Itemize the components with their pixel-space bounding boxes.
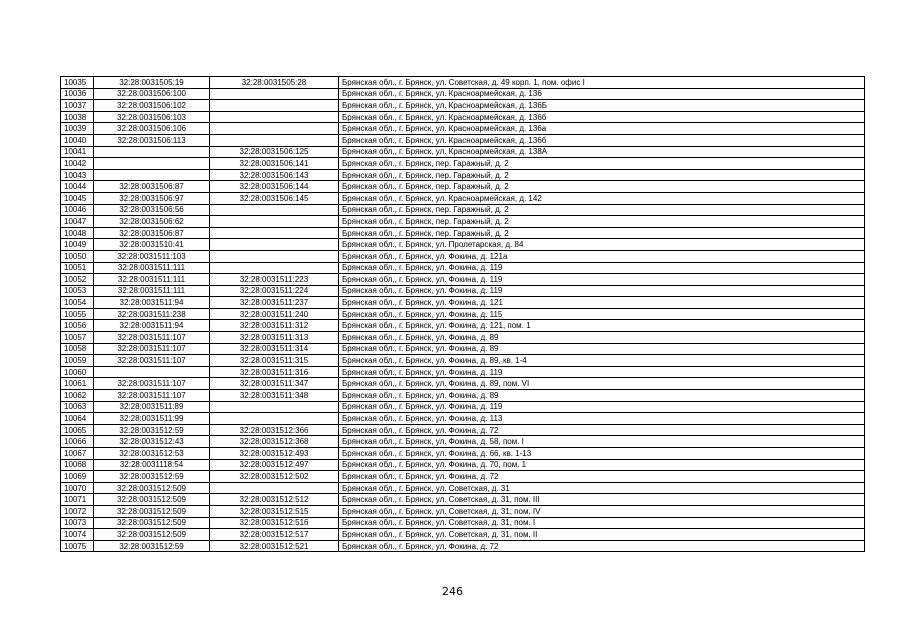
building-cadastral-number-cell [210, 227, 339, 239]
row-number-cell: 10053 [61, 285, 94, 297]
building-cadastral-number-cell: 32:28:0031506:125 [210, 146, 339, 158]
building-cadastral-number-cell [210, 239, 339, 251]
land-cadastral-number-cell: 32:28:0031511:94 [94, 297, 210, 309]
address-cell: Брянская обл., г. Брянск, ул. Фокина, д. 89 [339, 343, 865, 355]
table-row [61, 227, 865, 239]
building-cadastral-number-cell: 32:28:0031512:493 [210, 448, 339, 460]
address-cell: Брянская обл., г. Брянск, ул. Фокина, д. 72 [339, 424, 865, 436]
row-number-cell: 10055 [61, 308, 94, 320]
row-number-cell: 10043 [61, 169, 94, 181]
table-row [61, 192, 865, 204]
table-row [61, 436, 865, 448]
table-row [61, 274, 865, 286]
building-cadastral-number-cell: 32:28:0031512:516 [210, 517, 339, 529]
building-cadastral-number-cell: 32:28:0031511:347 [210, 378, 339, 390]
address-cell: Брянская обл., г. Брянск, ул. Фокина, д. 72 [339, 471, 865, 483]
land-cadastral-number-cell: 32:28:0031512:509 [94, 505, 210, 517]
address-cell: Брянская обл., г. Брянск, пер. Гаражный, д. 2 [339, 181, 865, 193]
land-cadastral-number-cell: 32:28:0031506:62 [94, 216, 210, 228]
row-number-cell: 10044 [61, 181, 94, 193]
land-cadastral-number-cell: 32:28:0031512:53 [94, 448, 210, 460]
row-number-cell: 10064 [61, 413, 94, 425]
building-cadastral-number-cell: 32:28:0031506:141 [210, 158, 339, 170]
address-cell: Брянская обл., г. Брянск, ул. Красноармейская, д. 136Б [339, 100, 865, 112]
building-cadastral-number-cell: 32:28:0031512:517 [210, 529, 339, 541]
table-row [61, 285, 865, 297]
row-number-cell: 10057 [61, 332, 94, 344]
building-cadastral-number-cell: 32:28:0031505:28 [210, 77, 339, 89]
row-number-cell: 10072 [61, 505, 94, 517]
table-row [61, 88, 865, 100]
address-cell: Брянская обл., г. Брянск, ул. Советская, д. 31, пом. IV [339, 505, 865, 517]
row-number-cell: 10066 [61, 436, 94, 448]
row-number-cell: 10073 [61, 517, 94, 529]
address-cell: Брянская обл., г. Брянск, ул. Красноармейская, д. 136б [339, 111, 865, 123]
land-cadastral-number-cell: 32:28:0031512:43 [94, 436, 210, 448]
address-cell: Брянская обл., г. Брянск, ул. Фокина, д. 66, кв. 1-13 [339, 448, 865, 460]
building-cadastral-number-cell [210, 88, 339, 100]
table-row [61, 517, 865, 529]
row-number-cell: 10067 [61, 448, 94, 460]
address-cell: Брянская обл., г. Брянск, ул. Советская, д. 31, пом. II [339, 529, 865, 541]
row-number-cell: 10037 [61, 100, 94, 112]
table-row [61, 494, 865, 506]
land-cadastral-number-cell: 32:28:0031506:87 [94, 181, 210, 193]
address-cell: Брянская обл., г. Брянск, ул. Фокина, д. 119 [339, 262, 865, 274]
building-cadastral-number-cell: 32:28:0031511:313 [210, 332, 339, 344]
table-row [61, 459, 865, 471]
row-number-cell: 10070 [61, 482, 94, 494]
building-cadastral-number-cell: 32:28:0031506:144 [210, 181, 339, 193]
table-row [61, 146, 865, 158]
building-cadastral-number-cell: 32:28:0031511:315 [210, 355, 339, 367]
table-row [61, 413, 865, 425]
land-cadastral-number-cell [94, 158, 210, 170]
land-cadastral-number-cell [94, 366, 210, 378]
row-number-cell: 10040 [61, 134, 94, 146]
row-number-cell: 10071 [61, 494, 94, 506]
land-cadastral-number-cell: 32:28:0031511:99 [94, 413, 210, 425]
table-row [61, 529, 865, 541]
land-cadastral-number-cell: 32:28:0031511:107 [94, 378, 210, 390]
building-cadastral-number-cell [210, 216, 339, 228]
land-cadastral-number-cell: 32:28:0031506:113 [94, 134, 210, 146]
address-cell: Брянская обл., г. Брянск, ул. Фокина, д. 119 [339, 401, 865, 413]
address-cell: Брянская обл., г. Брянск, ул. Красноармейская, д. 138А [339, 146, 865, 158]
address-cell: Брянская обл., г. Брянск, ул. Фокина, д. 119 [339, 285, 865, 297]
address-cell: Брянская обл., г. Брянск, ул. Фокина, д. 113 [339, 413, 865, 425]
building-cadastral-number-cell [210, 111, 339, 123]
table-row [61, 123, 865, 135]
address-cell: Брянская обл., г. Брянск, ул. Красноармейская, д. 136б [339, 134, 865, 146]
land-cadastral-number-cell: 32:28:0031512:59 [94, 424, 210, 436]
address-cell: Брянская обл., г. Брянск, ул. Фокина, д. 121 [339, 297, 865, 309]
address-cell: Брянская обл., г. Брянск, ул. Красноармейская, д. 136а [339, 123, 865, 135]
building-cadastral-number-cell: 32:28:0031511:224 [210, 285, 339, 297]
address-cell: Брянская обл., г. Брянск, ул. Фокина, д. 89 [339, 390, 865, 402]
table-row [61, 100, 865, 112]
row-number-cell: 10039 [61, 123, 94, 135]
land-cadastral-number-cell: 32:28:0031512:509 [94, 494, 210, 506]
building-cadastral-number-cell: 32:28:0031511:223 [210, 274, 339, 286]
address-cell: Брянская обл., г. Брянск, ул. Пролетарская, д. 84 [339, 239, 865, 251]
address-cell: Брянская обл., г. Брянск, ул. Фокина, д. 89 [339, 332, 865, 344]
building-cadastral-number-cell: 32:28:0031511:316 [210, 366, 339, 378]
table-row [61, 378, 865, 390]
building-cadastral-number-cell: 32:28:0031511:348 [210, 390, 339, 402]
table-row [61, 262, 865, 274]
building-cadastral-number-cell: 32:28:0031506:145 [210, 192, 339, 204]
row-number-cell: 10059 [61, 355, 94, 367]
row-number-cell: 10036 [61, 88, 94, 100]
row-number-cell: 10062 [61, 390, 94, 402]
address-cell: Брянская обл., г. Брянск, пер. Гаражный, д. 2 [339, 169, 865, 181]
address-cell: Брянская обл., г. Брянск, ул. Советская, д. 49 корп. 1, пом. офис I [339, 77, 865, 89]
row-number-cell: 10046 [61, 204, 94, 216]
building-cadastral-number-cell: 32:28:0031512:515 [210, 505, 339, 517]
land-cadastral-number-cell: 32:28:0031506:100 [94, 88, 210, 100]
table-row [61, 77, 865, 89]
table-row [61, 424, 865, 436]
row-number-cell: 10050 [61, 250, 94, 262]
building-cadastral-number-cell [210, 250, 339, 262]
land-cadastral-number-cell: 32:28:0031510:41 [94, 239, 210, 251]
table-row [61, 355, 865, 367]
building-cadastral-number-cell: 32:28:0031511:240 [210, 308, 339, 320]
land-cadastral-number-cell: 32:28:0031511:89 [94, 401, 210, 413]
page-number: 246 [442, 585, 463, 598]
land-cadastral-number-cell: 32:28:0031511:111 [94, 274, 210, 286]
land-cadastral-number-cell: 32:28:0031511:107 [94, 343, 210, 355]
table-row [61, 505, 865, 517]
building-cadastral-number-cell [210, 401, 339, 413]
table-row [61, 366, 865, 378]
address-cell: Брянская обл., г. Брянск, ул. Фокина, д. 119 [339, 366, 865, 378]
land-cadastral-number-cell: 32:28:0031511:111 [94, 262, 210, 274]
address-cell: Брянская обл., г. Брянск, ул. Фокина, д. 89, кв. 1-4 [339, 355, 865, 367]
table-row [61, 169, 865, 181]
building-cadastral-number-cell [210, 134, 339, 146]
row-number-cell: 10069 [61, 471, 94, 483]
land-cadastral-number-cell: 32:28:0031505:19 [94, 77, 210, 89]
land-cadastral-number-cell: 32:28:0031512:59 [94, 540, 210, 552]
table-row [61, 216, 865, 228]
land-cadastral-number-cell: 32:28:0031506:87 [94, 227, 210, 239]
building-cadastral-number-cell: 32:28:0031511:312 [210, 320, 339, 332]
table-row [61, 332, 865, 344]
address-cell: Брянская обл., г. Брянск, ул. Фокина, д. 89, пом. VI [339, 378, 865, 390]
building-cadastral-number-cell: 32:28:0031512:521 [210, 540, 339, 552]
row-number-cell: 10054 [61, 297, 94, 309]
row-number-cell: 10035 [61, 77, 94, 89]
address-cell: Брянская обл., г. Брянск, ул. Советская, д. 31, пом. III [339, 494, 865, 506]
building-cadastral-number-cell: 32:28:0031512:368 [210, 436, 339, 448]
building-cadastral-number-cell: 32:28:0031512:512 [210, 494, 339, 506]
table-row [61, 297, 865, 309]
land-cadastral-number-cell: 32:28:0031506:103 [94, 111, 210, 123]
building-cadastral-number-cell [210, 262, 339, 274]
address-cell: Брянская обл., г. Брянск, ул. Красноармейская, д. 142 [339, 192, 865, 204]
table-row [61, 204, 865, 216]
land-cadastral-number-cell: 32:28:0031118:54 [94, 459, 210, 471]
table-row [61, 239, 865, 251]
land-cadastral-number-cell: 32:28:0031512:59 [94, 471, 210, 483]
land-cadastral-number-cell: 32:28:0031512:509 [94, 482, 210, 494]
row-number-cell: 10052 [61, 274, 94, 286]
building-cadastral-number-cell: 32:28:0031512:502 [210, 471, 339, 483]
land-cadastral-number-cell: 32:28:0031506:56 [94, 204, 210, 216]
land-cadastral-number-cell: 32:28:0031511:94 [94, 320, 210, 332]
row-number-cell: 10049 [61, 239, 94, 251]
table-row [61, 158, 865, 170]
building-cadastral-number-cell: 32:28:0031511:314 [210, 343, 339, 355]
address-cell: Брянская обл., г. Брянск, ул. Красноармейская, д. 136 [339, 88, 865, 100]
row-number-cell: 10056 [61, 320, 94, 332]
row-number-cell: 10058 [61, 343, 94, 355]
address-cell: Брянская обл., г. Брянск, ул. Фокина, д. 58, пом. I [339, 436, 865, 448]
address-cell: Брянская обл., г. Брянск, ул. Фокина, д. 121а [339, 250, 865, 262]
land-cadastral-number-cell: 32:28:0031511:238 [94, 308, 210, 320]
registry-table-body [61, 77, 865, 552]
land-cadastral-number-cell: 32:28:0031511:103 [94, 250, 210, 262]
table-row [61, 482, 865, 494]
land-cadastral-number-cell: 32:28:0031506:102 [94, 100, 210, 112]
building-cadastral-number-cell [210, 482, 339, 494]
table-row [61, 181, 865, 193]
address-cell: Брянская обл., г. Брянск, ул. Фокина, д. 115 [339, 308, 865, 320]
address-cell: Брянская обл., г. Брянск, ул. Фокина, д. 121, пом. 1 [339, 320, 865, 332]
land-cadastral-number-cell: 32:28:0031511:107 [94, 390, 210, 402]
row-number-cell: 10075 [61, 540, 94, 552]
land-cadastral-number-cell: 32:28:0031511:111 [94, 285, 210, 297]
table-row [61, 320, 865, 332]
row-number-cell: 10061 [61, 378, 94, 390]
table-row [61, 540, 865, 552]
row-number-cell: 10047 [61, 216, 94, 228]
land-cadastral-number-cell: 32:28:0031512:509 [94, 529, 210, 541]
row-number-cell: 10068 [61, 459, 94, 471]
building-cadastral-number-cell: 32:28:0031512:497 [210, 459, 339, 471]
building-cadastral-number-cell [210, 413, 339, 425]
row-number-cell: 10042 [61, 158, 94, 170]
row-number-cell: 10065 [61, 424, 94, 436]
table-row [61, 471, 865, 483]
building-cadastral-number-cell [210, 204, 339, 216]
building-cadastral-number-cell [210, 123, 339, 135]
table-row [61, 134, 865, 146]
land-cadastral-number-cell: 32:28:0031512:509 [94, 517, 210, 529]
row-number-cell: 10063 [61, 401, 94, 413]
land-cadastral-number-cell: 32:28:0031506:106 [94, 123, 210, 135]
table-row [61, 343, 865, 355]
building-cadastral-number-cell: 32:28:0031506:143 [210, 169, 339, 181]
address-cell: Брянская обл., г. Брянск, ул. Фокина, д. 119 [339, 274, 865, 286]
land-cadastral-number-cell: 32:28:0031506:97 [94, 192, 210, 204]
row-number-cell: 10038 [61, 111, 94, 123]
address-cell: Брянская обл., г. Брянск, пер. Гаражный, д. 2 [339, 204, 865, 216]
row-number-cell: 10041 [61, 146, 94, 158]
address-cell: Брянская обл., г. Брянск, ул. Советская, д. 31, пом. I [339, 517, 865, 529]
row-number-cell: 10060 [61, 366, 94, 378]
building-cadastral-number-cell [210, 100, 339, 112]
table-row [61, 250, 865, 262]
address-cell: Брянская обл., г. Брянск, ул. Фокина, д. 72 [339, 540, 865, 552]
table-row [61, 111, 865, 123]
land-cadastral-number-cell [94, 169, 210, 181]
row-number-cell: 10074 [61, 529, 94, 541]
table-row [61, 308, 865, 320]
address-cell: Брянская обл., г. Брянск, ул. Советская, д. 31 [339, 482, 865, 494]
address-cell: Брянская обл., г. Брянск, пер. Гаражный, д. 2 [339, 158, 865, 170]
land-cadastral-number-cell: 32:28:0031511:107 [94, 355, 210, 367]
row-number-cell: 10048 [61, 227, 94, 239]
table-row [61, 390, 865, 402]
building-cadastral-number-cell: 32:28:0031512:366 [210, 424, 339, 436]
building-cadastral-number-cell: 32:28:0031511:237 [210, 297, 339, 309]
table-row [61, 448, 865, 460]
land-cadastral-number-cell [94, 146, 210, 158]
address-cell: Брянская обл., г. Брянск, пер. Гаражный, д. 2 [339, 216, 865, 228]
row-number-cell: 10045 [61, 192, 94, 204]
land-cadastral-number-cell: 32:28:0031511:107 [94, 332, 210, 344]
address-cell: Брянская обл., г. Брянск, пер. Гаражный, д. 2 [339, 227, 865, 239]
address-cell: Брянская обл., г. Брянск, ул. Фокина, д. 70, пом. 1 [339, 459, 865, 471]
registry-table [60, 76, 865, 552]
row-number-cell: 10051 [61, 262, 94, 274]
table-row [61, 401, 865, 413]
